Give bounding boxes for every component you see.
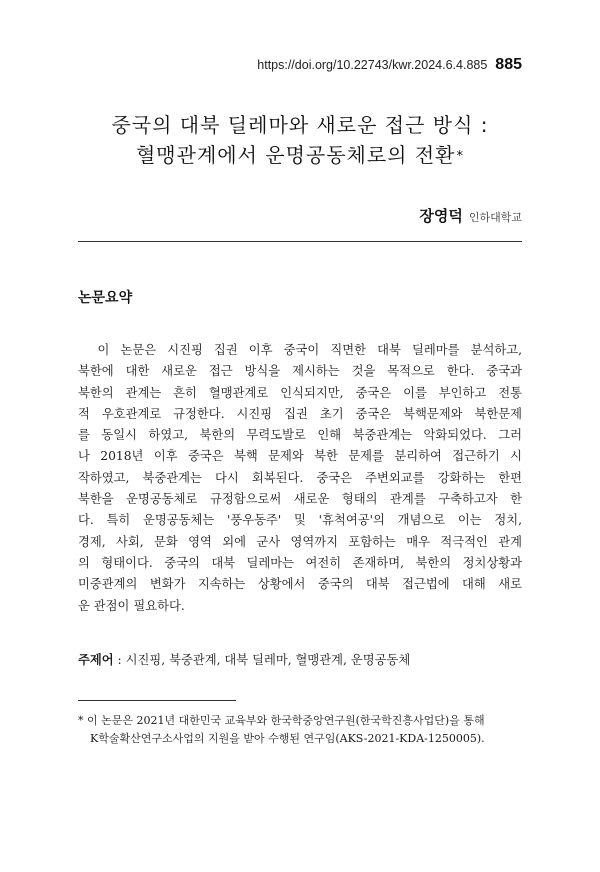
- abstract-line: 북한을 운명공동체로 규정함으로써 새로운 형태의 관계를 구축하고자 한: [78, 492, 522, 507]
- abstract-line: 나 2018년 이후 중국은 북핵 문제와 북한 문제를 분리하여 접근하기 시: [78, 449, 522, 464]
- title-subtitle: [0, 140, 600, 172]
- title-footnote-mark: *: [456, 149, 464, 164]
- author-line: [419, 205, 522, 226]
- abstract-line: 북한에 대한 새로운 접근 방식을 제시하는 것을 목적으로 한다. 중국과: [78, 364, 522, 379]
- footnote-line: K학술확산연구소사업의 지원을 받아 수행된 연구임(AKS-2021-KDA-1250005).: [90, 732, 485, 745]
- abstract-line: 경제, 사회, 문화 영역 외에 군사 영역까지 포함하는 매우 적극적인 관계: [78, 534, 522, 549]
- abstract-line: 미중관계의 변화가 지속하는 상황에서 중국의 대북 접근법에 대해 새로: [78, 577, 522, 592]
- keywords-label: 주제어: [78, 653, 114, 667]
- abstract-line: 운 관점이 필요하다.: [78, 598, 185, 613]
- abstract-line: 를 동일시 하였고, 북한의 무력도발로 인해 북중관계는 악화되었다. 그러: [78, 428, 522, 443]
- footnote-line: * 이 논문은 2021년 대한민국 교육부와 한국학중앙연구원(한국학진흥사업단)을 통해: [78, 714, 485, 727]
- author-name: 장영덕: [419, 207, 463, 225]
- author-affiliation: 인하대학교: [468, 211, 522, 224]
- abstract-line: 적 우호관계로 규정한다. 시진핑 집권 초기 중국은 북핵문제와 북한문제: [78, 406, 522, 421]
- abstract-line: 의 형태이다. 중국의 대북 딜레마는 여전히 존재하며, 북한의 정치상황과: [78, 555, 522, 570]
- page-number: 885: [495, 56, 522, 73]
- abstract-line: 작하였고, 북중관계는 다시 회복된다. 중국은 주변외교를 강화하는 한편: [78, 470, 522, 485]
- abstract-heading: 논문요약: [78, 290, 133, 306]
- title-subtitle-text: 혈맹관계에서 운명공동체로의 전환: [135, 143, 456, 167]
- running-header: [257, 56, 522, 74]
- keywords: [78, 650, 522, 668]
- keywords-list: 시진핑, 북중관계, 대북 딜레마, 혈맹관계, 운명공동체: [125, 653, 411, 667]
- keywords-separator: :: [113, 653, 126, 667]
- title-main: 중국의 대북 딜레마와 새로운 접근 방식 :: [111, 113, 489, 137]
- abstract-line: 다. 특히 운명공동체는 '풍우동주' 및 '휴척여공'의 개념으로 이는 정치,: [78, 513, 522, 528]
- abstract-line: 북한의 관계는 흔히 혈맹관계로 인식되지만, 중국은 이를 부인하고 전통: [78, 385, 522, 400]
- header-divider: [78, 241, 522, 242]
- abstract-body: [78, 340, 522, 617]
- doi-link[interactable]: https://doi.org/10.22743/kwr.2024.6.4.885: [257, 58, 488, 72]
- article-title: [0, 110, 600, 172]
- abstract-line: 이 논문은 시진핑 집권 이후 중국이 직면한 대북 딜레마를 분석하고,: [78, 343, 522, 357]
- footnote: [78, 712, 522, 748]
- footnote-divider: [78, 700, 236, 701]
